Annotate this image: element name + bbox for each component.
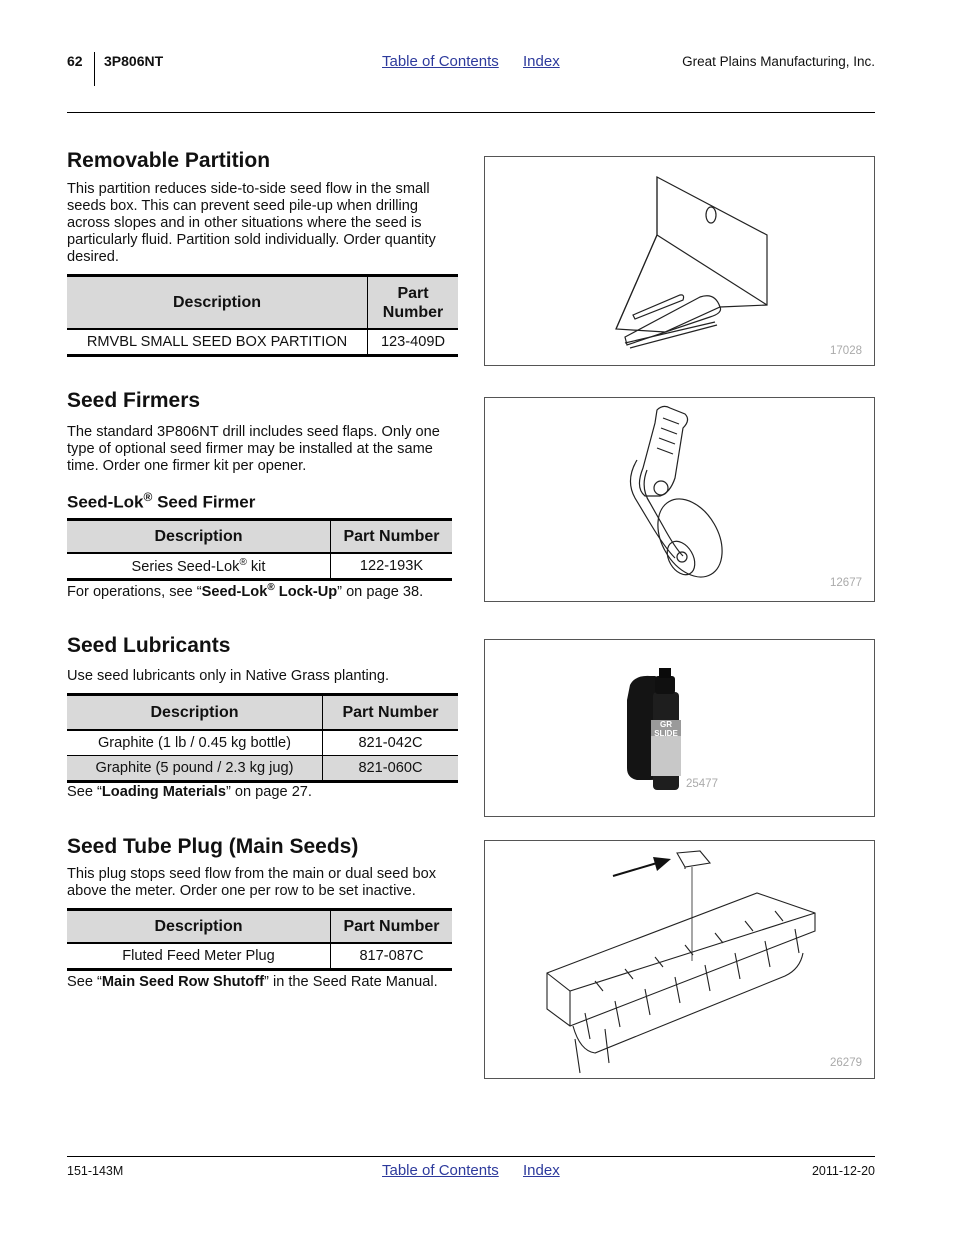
seed-firmer-text: Seed Firmer: [152, 492, 256, 512]
toc-link[interactable]: Table of Contents: [382, 53, 499, 70]
row-description: Series Seed-Lok® kit: [67, 553, 331, 580]
row-description: Graphite (1 lb / 0.45 kg bottle): [67, 730, 323, 756]
seed-lubricants-note: See “Loading Materials” on page 27.: [67, 784, 312, 800]
col-description: Description: [67, 695, 323, 731]
removable-partition-table: [67, 274, 458, 357]
bottle-label: GR SLIDE: [654, 720, 678, 738]
header-rule: [67, 112, 875, 113]
col-description: Description: [67, 910, 331, 944]
section-title-seed-firmers: Seed Firmers: [67, 389, 201, 412]
table-row: [67, 553, 452, 580]
seed-lubricants-body: Use seed lubricants only in Native Grass planting.: [67, 668, 390, 684]
doc-date: 2011-12-20: [811, 1164, 875, 1178]
col-part-number: [368, 276, 459, 330]
seed-tube-plug-note: See “Main Seed Row Shutoff” in the Seed Rate Manual.: [67, 974, 438, 990]
figure-number: 25477: [686, 778, 718, 790]
section-title-seed-tube-plug: Seed Tube Plug (Main Seeds): [67, 835, 359, 858]
figure-number: 12677: [830, 577, 862, 589]
table-row: [67, 329, 458, 356]
section-title-seed-lubricants: Seed Lubricants: [67, 634, 231, 657]
col-part-line1: Part: [397, 284, 429, 302]
row-part-number: 821-042C: [358, 735, 423, 751]
figure-seed-lok: [484, 397, 875, 602]
loading-materials-reference: Loading Materials: [101, 784, 226, 800]
page-number: 62: [67, 53, 83, 69]
table-row: [67, 756, 458, 782]
table-row: [67, 943, 452, 970]
footer-index-link[interactable]: Index: [523, 1162, 560, 1179]
col-part-number: Part Number: [323, 695, 459, 731]
footer-rule: [67, 1156, 875, 1157]
col-part-line2: Number: [382, 303, 444, 321]
company-name: Great Plains Manufacturing, Inc.: [682, 54, 875, 69]
main-seed-row-shutoff-reference: Main Seed Row Shutoff: [101, 974, 265, 990]
subsection-title-seed-lok: [67, 490, 255, 513]
row-part-number: 122-193K: [359, 558, 424, 574]
col-description: Description: [67, 276, 368, 330]
seed-tube-plug-body: This plug stops seed flow from the main or dual seed box above the meter. Order one per row to be set inactive.: [67, 866, 437, 899]
model-name: 3P806NT: [104, 53, 164, 69]
lockup-reference: Seed-Lok® Lock-Up: [201, 582, 338, 600]
row-description: Fluted Feed Meter Plug: [67, 943, 331, 970]
header-divider: [94, 52, 95, 86]
seed-lubricants-table: [67, 693, 458, 783]
row-description: Graphite (5 pound / 2.3 kg jug): [67, 756, 323, 782]
row-part-number: 817-087C: [359, 948, 424, 964]
registered-mark: ®: [143, 490, 153, 504]
figure-number: 17028: [830, 345, 862, 357]
section-title-removable-partition: Removable Partition: [67, 149, 271, 172]
col-part-number: Part Number: [331, 520, 453, 554]
index-link[interactable]: Index: [523, 53, 560, 70]
seed-lok-illustration: [485, 398, 874, 601]
figure-lubricant: [484, 639, 875, 817]
footer-toc-link[interactable]: Table of Contents: [382, 1162, 499, 1179]
doc-number: 151-143M: [67, 1164, 124, 1178]
seed-firmer-note: For operations, see “Seed-Lok® Lock-Up” on page 38.: [67, 582, 424, 600]
figure-partition: [484, 156, 875, 366]
row-description: RMVBL SMALL SEED BOX PARTITION: [67, 329, 368, 356]
table-row: [67, 730, 458, 756]
seed-lok-name: Seed-Lok: [67, 492, 144, 512]
seed-firmer-table: [67, 518, 452, 581]
col-description: Description: [67, 520, 331, 554]
col-part-number: Part Number: [331, 910, 453, 944]
row-part-number: 821-060C: [358, 760, 423, 776]
figure-number: 26279: [830, 1057, 862, 1069]
figure-meter-plug: [484, 840, 875, 1079]
row-part-number: 123-409D: [380, 334, 446, 350]
meter-plug-illustration: [485, 841, 874, 1078]
seed-firmers-body: The standard 3P806NT drill includes seed flaps. Only one type of optional seed firmer may be installed at the same time. Order one firmer kit per opener.: [67, 424, 440, 474]
partition-illustration: [485, 157, 874, 365]
removable-partition-body: This partition reduces side-to-side seed flow in the small seeds box. This can prevent seed pile-up when drilling across slopes and in other situations where the seed is particularly fluid. Partition sold individually. Order quantity desired.: [67, 181, 436, 265]
seed-tube-plug-table: [67, 908, 452, 971]
